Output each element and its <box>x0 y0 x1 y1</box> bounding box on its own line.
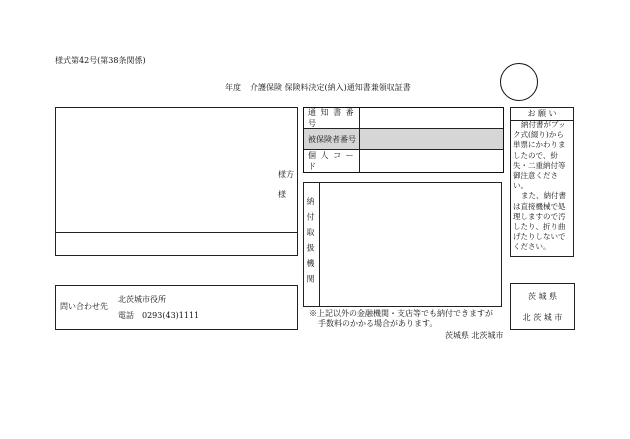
footer-issuer: 茨城県 北茨城市 <box>445 331 504 340</box>
request-line: 納付書がブッ <box>521 120 566 129</box>
contact-box <box>55 285 298 330</box>
payment-institution-box <box>303 182 502 307</box>
info-row-notice-number <box>304 108 503 129</box>
request-line: い。 <box>513 181 528 191</box>
payment-institution-divider <box>319 183 320 306</box>
personal-code-label: 個 人 コ ー ド <box>304 150 360 172</box>
document-title: 介護保険 保険料決定(納入)通知書兼領収証書 <box>250 83 411 92</box>
issuer-prefecture: 茨 城 県 <box>527 292 558 301</box>
notice-line-2: 手数料のかかる場合があります。 <box>318 319 438 328</box>
request-title: お 願 い <box>511 108 573 121</box>
info-row-personal-code <box>304 150 503 172</box>
notice-number-label: 通 知 書 番 号 <box>304 108 360 128</box>
honorific-sama: 様 <box>278 190 286 199</box>
request-line: また、納付書 <box>521 191 566 201</box>
contact-phone: 電話 0293(43)1111 <box>118 311 200 320</box>
request-line: ク式(綴り)から <box>513 130 564 140</box>
request-body <box>513 120 575 253</box>
request-line: げたりしないで <box>513 232 566 242</box>
seal-circle <box>500 63 538 101</box>
info-table <box>303 107 504 173</box>
issuer-box <box>510 283 575 330</box>
contact-office: 北茨城市役所 <box>118 295 166 304</box>
payment-institution-label: 納付取扱機関 <box>306 197 315 290</box>
info-row-insured-number <box>304 129 503 150</box>
request-line: 理しますので汚 <box>513 211 566 221</box>
address-divider <box>56 232 297 233</box>
request-line: 御注意くださ <box>513 171 558 181</box>
contact-label: 問い合わせ先 <box>60 302 108 311</box>
insured-number-label: 被保険者番号 <box>304 129 360 149</box>
form-number: 様式第42号(第38条関係) <box>55 56 146 65</box>
request-line: 失・二重納付等 <box>513 160 566 170</box>
notice-line-1: ※上記以外の金融機関・支店等でも納付できますが <box>309 309 493 318</box>
request-line: ください。 <box>513 242 551 252</box>
request-line: は直接機械で処 <box>513 201 566 211</box>
request-line: したり、折り曲 <box>513 222 566 232</box>
address-box <box>55 107 298 256</box>
request-line: 単票にかわりま <box>513 140 566 150</box>
request-box <box>510 107 574 257</box>
honorific-sama-kata: 様方 <box>278 170 294 179</box>
request-line: したので、紛 <box>513 150 558 160</box>
fiscal-year-label: 年度 <box>225 83 241 92</box>
issuer-city: 北 茨 城 市 <box>522 313 563 322</box>
